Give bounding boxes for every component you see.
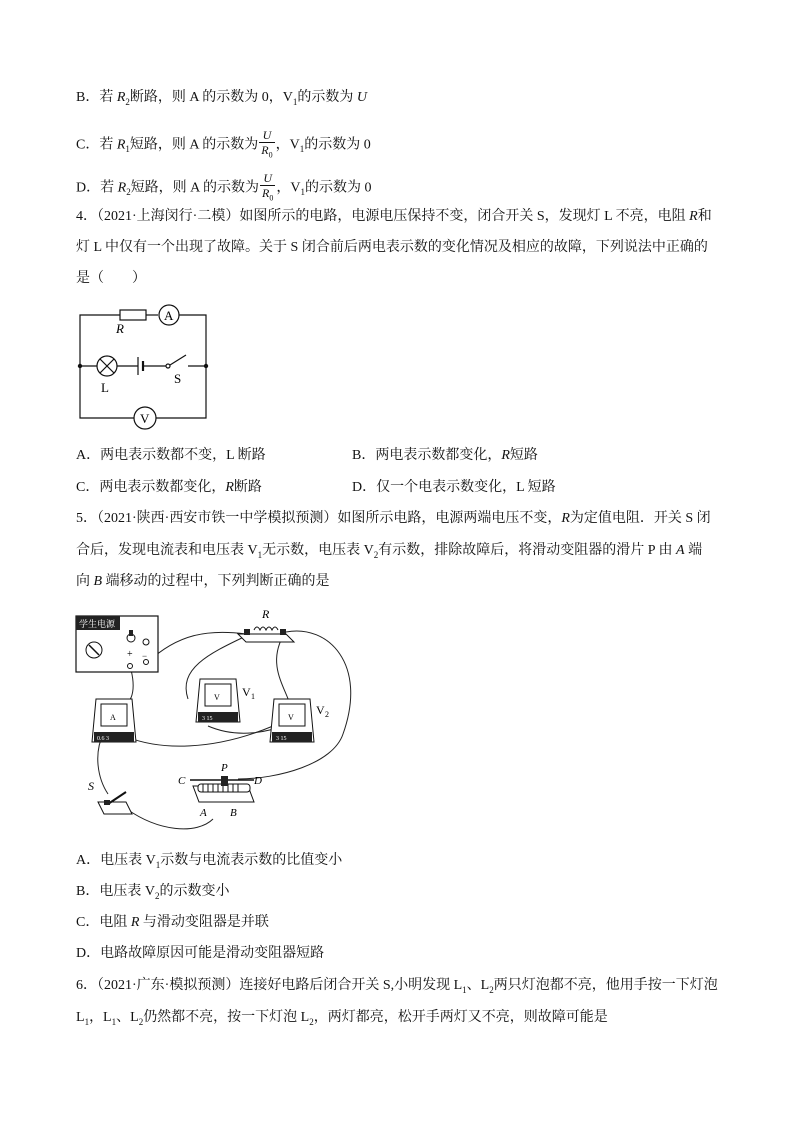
- q5-option-b: B．电压表 $V_2$的示数变小: [76, 884, 230, 901]
- svg-text:1: 1: [251, 692, 255, 701]
- svg-text:V: V: [214, 693, 220, 702]
- q5-stem-line3: 向 B 端移动的过程中，下列判断正确的是: [76, 574, 330, 589]
- sliding-rheostat: [178, 762, 262, 819]
- svg-text:V: V: [316, 703, 325, 717]
- svg-text:L: L: [101, 380, 109, 395]
- q4-option-a: A．两电表示数都不变，L 断路: [76, 448, 266, 463]
- resistor-r: [120, 310, 146, 320]
- q5-circuit-photo-diagram: [68, 604, 368, 844]
- q4-stem-line2: 灯 L 中仅有一个出现了故障。关于 S 闭合前后两电表示数的变化情况及相应的故障，下列说法中正确的: [76, 240, 708, 255]
- fraction-u-over-r0: $\frac{U}{R_0}$: [261, 128, 273, 160]
- svg-text:学生电源: 学生电源: [79, 619, 116, 629]
- ammeter: [92, 699, 136, 742]
- fraction-u-over-r0: $\frac{U}{R_0}$: [262, 171, 274, 203]
- q3-option-b: B．若 $R_2$断路，则 A 的示数为 0，$V_1$的示数为 U: [76, 90, 367, 107]
- switch-s: [88, 779, 132, 814]
- switch-contact: [166, 364, 170, 368]
- q6-stem-line1: 6．（2021·广东·模拟预测）连接好电路后闭合开关 S,小明发现 $L_1$、$L_2$两只灯泡都不亮，他用手按一下灯泡: [76, 978, 718, 995]
- svg-text:A: A: [200, 807, 207, 819]
- svg-text:R: R: [116, 321, 124, 336]
- svg-text:V: V: [140, 411, 150, 426]
- svg-text:A: A: [164, 308, 174, 323]
- svg-text:V: V: [242, 685, 251, 699]
- svg-text:P: P: [221, 762, 228, 774]
- svg-text:B: B: [230, 807, 237, 819]
- svg-text:R: R: [262, 607, 270, 621]
- switch-s: [170, 355, 186, 365]
- svg-text:3 15: 3 15: [202, 716, 213, 722]
- svg-text:S: S: [174, 371, 182, 386]
- q4-stem-line1: 4．（2021·上海闵行·二模）如图所示的电路，电源电压保持不变，闭合开关 S，发现灯 L 不亮，电阻 R和: [76, 209, 712, 224]
- svg-text:3 15: 3 15: [276, 736, 287, 742]
- q4-option-b: B．两电表示数都变化，R短路: [352, 448, 538, 463]
- q5-option-d: D．电路故障原因可能是滑动变阻器短路: [76, 946, 325, 961]
- svg-text:−: −: [142, 651, 148, 661]
- svg-text:0.6 3: 0.6 3: [97, 736, 109, 742]
- q5-stem-line2: 合后，发现电流表和电压表 $V_1$无示数，电压表 $V_2$有示数，排除故障后，将滑动变阻器的滑片 P 由 A 端: [76, 543, 703, 560]
- q3-option-d: D．若 $R_2$短路，则 A 的示数为 $\frac{U}{R_0}$ ，$V_1$的示数为 0: [76, 171, 372, 205]
- q4-option-d: D．仅一个电表示数变化，L 短路: [352, 480, 556, 495]
- q3-option-c: C．若 $R_1$短路，则 A 的示数为 $\frac{U}{R_0}$ ，$V_1$的示数为 0: [76, 128, 371, 162]
- q4-circuit-diagram: [70, 300, 220, 435]
- resistor-r-board: [238, 607, 294, 642]
- q5-option-c: C．电阻 R 与滑动变阻器是并联: [76, 915, 269, 930]
- q4-stem-line3: 是（ ）: [76, 271, 146, 286]
- svg-text:V: V: [288, 713, 294, 722]
- student-power-supply: [76, 616, 158, 672]
- svg-text:A: A: [110, 713, 116, 722]
- svg-text:2: 2: [325, 710, 329, 719]
- svg-text:S: S: [88, 779, 94, 793]
- voltmeter-v2: [270, 699, 329, 742]
- q5-stem-line1: 5．（2021·陕西·西安市铁一中学模拟预测）如图所示电路，电源两端电压不变，R为定值电阻．开关 S 闭: [76, 511, 711, 526]
- svg-text:+: +: [127, 649, 133, 660]
- svg-text:C: C: [178, 775, 186, 787]
- voltmeter-v1: [196, 679, 255, 722]
- q5-option-a: A．电压表 $V_1$示数与电流表示数的比值变小: [76, 853, 343, 870]
- q4-option-c: C．两电表示数都变化，R断路: [76, 480, 262, 495]
- q6-stem-line2: $L_1$，$L_1$、$L_2$仍然都不亮，按一下灯泡 $L_2$，两灯都亮，松开手两灯又不亮，则故障可能是: [76, 1010, 608, 1027]
- svg-text:D: D: [254, 775, 262, 787]
